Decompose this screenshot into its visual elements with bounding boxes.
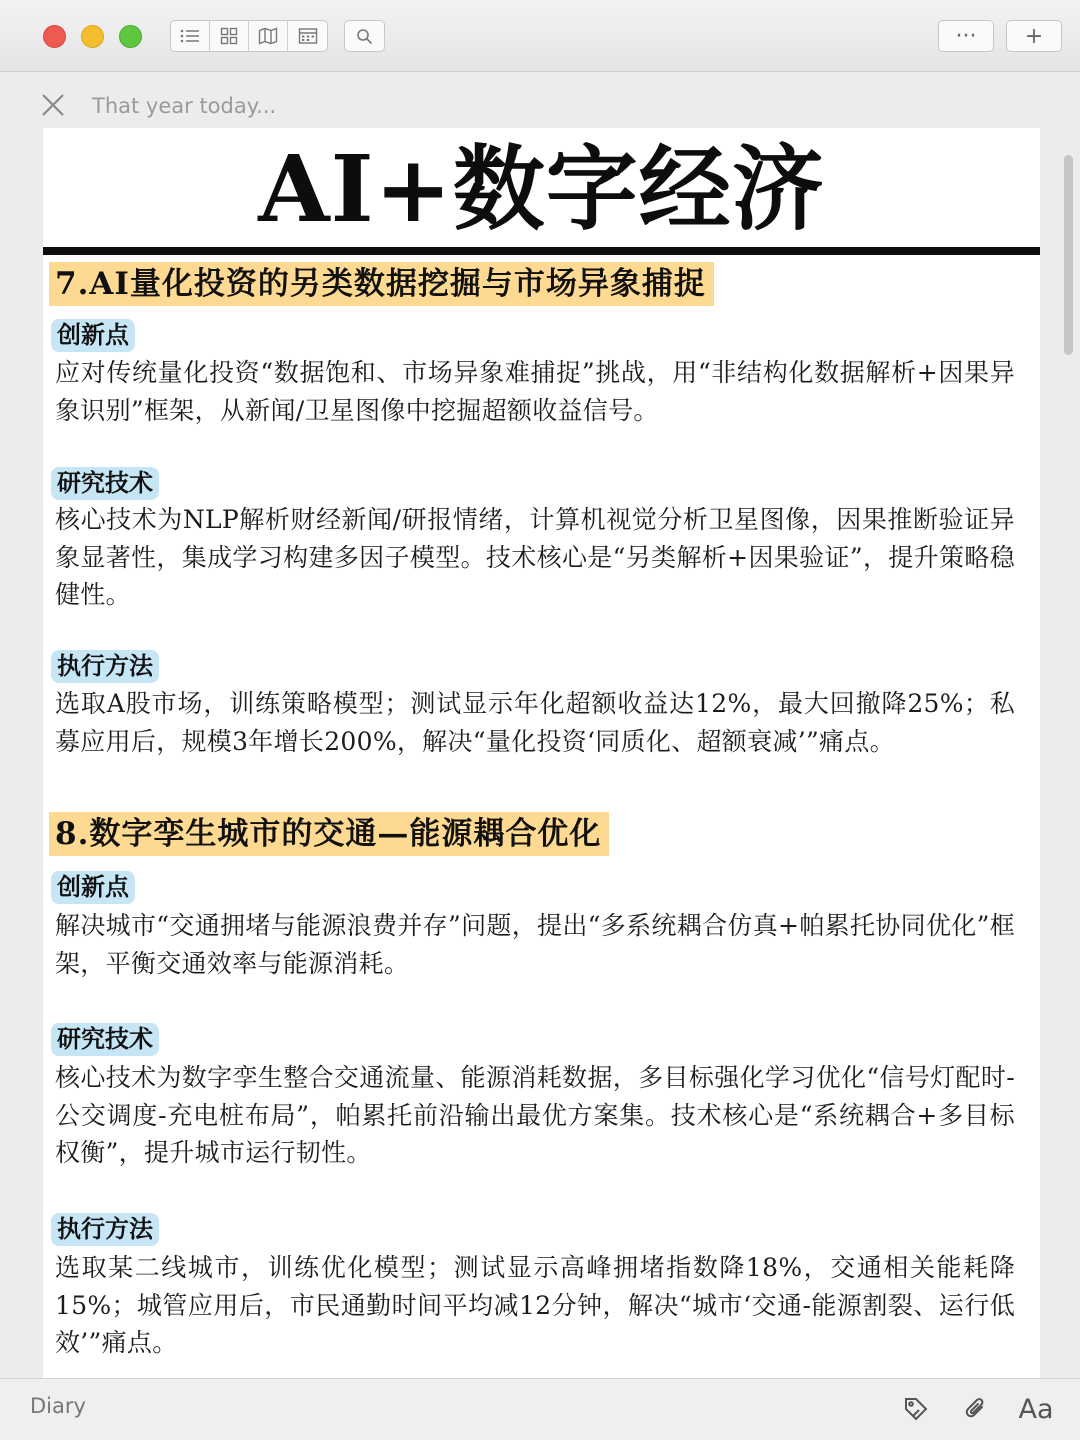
innovation-text: 解决城市“交通拥堵与能源浪费并存”问题，提出“多系统耦合仿真+帕累托协同优化”框架，平衡交通效率与能源消耗。 [55,911,1015,978]
entry-content[interactable] [43,128,1040,1380]
view-mode-segmented-control [170,20,328,52]
tag-research-tech: 研究技术 [51,1023,159,1056]
title-bar [0,0,1080,72]
research-tech-text: 核心技术为NLP解析财经新闻/研报情绪，计算机视觉分析卫星图像，因果推断验证异象显著性，集成学习构建多因子模型。技术核心是“另类解析+因果验证”，提升策略稳健性。 [55,505,1015,609]
calendar-icon [298,27,318,45]
tag-icon [902,1395,930,1423]
innovation-text: 应对传统量化投资“数据饱和、市场异象难捕捉”挑战，用“非结构化数据解析+因果异象识别”框架，从新闻/卫星图像中挖掘超额收益信号。 [55,358,1015,425]
journal-selector[interactable]: Diary [30,1394,86,1418]
tag-method: 执行方法 [51,1213,159,1246]
calendar-view-button[interactable] [288,21,327,51]
close-entry-button[interactable] [38,90,68,120]
status-bar [0,1378,1080,1440]
list-icon [180,28,200,44]
attach-button[interactable] [958,1391,994,1427]
add-control [1006,20,1062,52]
section-heading: 7.AI量化投资的另类数据挖掘与市场异象捕捉 [49,262,714,306]
search-control [344,20,385,52]
tag-research-tech: 研究技术 [51,467,159,500]
close-window-button[interactable] [43,25,66,48]
tag-button[interactable] [898,1391,934,1427]
grid-view-button[interactable] [210,21,249,51]
grid-icon [220,27,238,45]
font-settings-button[interactable]: Aa [1018,1393,1054,1425]
paperclip-icon [963,1395,989,1423]
title-divider [43,247,1040,255]
zoom-window-button[interactable] [119,25,142,48]
section-heading: 8.数字孪生城市的交通—能源耦合优化 [49,812,609,856]
map-view-button[interactable] [249,21,288,51]
method-text: 选取A股市场，训练策略模型；测试显示年化超额收益达12%，最大回撤降25%；私募应用后，规模3年增长200%，解决“量化投资‘同质化、超额衰减’”痛点。 [55,689,1015,756]
close-icon [41,93,65,117]
search-button[interactable] [345,21,384,51]
more-options-button[interactable]: ··· [955,23,977,49]
vertical-scrollbar[interactable] [1064,155,1073,355]
list-view-button[interactable] [171,21,210,51]
map-icon [258,27,278,45]
search-icon [356,28,373,45]
main-title: AI+数字经济 [258,135,825,243]
research-tech-text: 核心技术为数字孪生整合交通流量、能源消耗数据，多目标强化学习优化“信号灯配时-公交调度-充电桩布局”，帕累托前沿输出最优方案集。技术核心是“系统耦合+多目标权衡”，提升城市运行韧性。 [55,1063,1015,1167]
tag-method: 执行方法 [51,650,159,683]
more-control [938,20,994,52]
tag-innovation: 创新点 [51,871,135,904]
method-text: 选取某二线城市，训练优化模型；测试显示高峰拥堵指数降18%，交通相关能耗降15%；城管应用后，市民通勤时间平均减12分钟，解决“城市‘交通-能源割裂、运行低效’”痛点。 [55,1253,1015,1357]
tag-innovation: 创新点 [51,319,135,352]
minimize-window-button[interactable] [81,25,104,48]
add-entry-button[interactable]: + [1024,23,1044,49]
entry-title: That year today... [92,94,277,118]
